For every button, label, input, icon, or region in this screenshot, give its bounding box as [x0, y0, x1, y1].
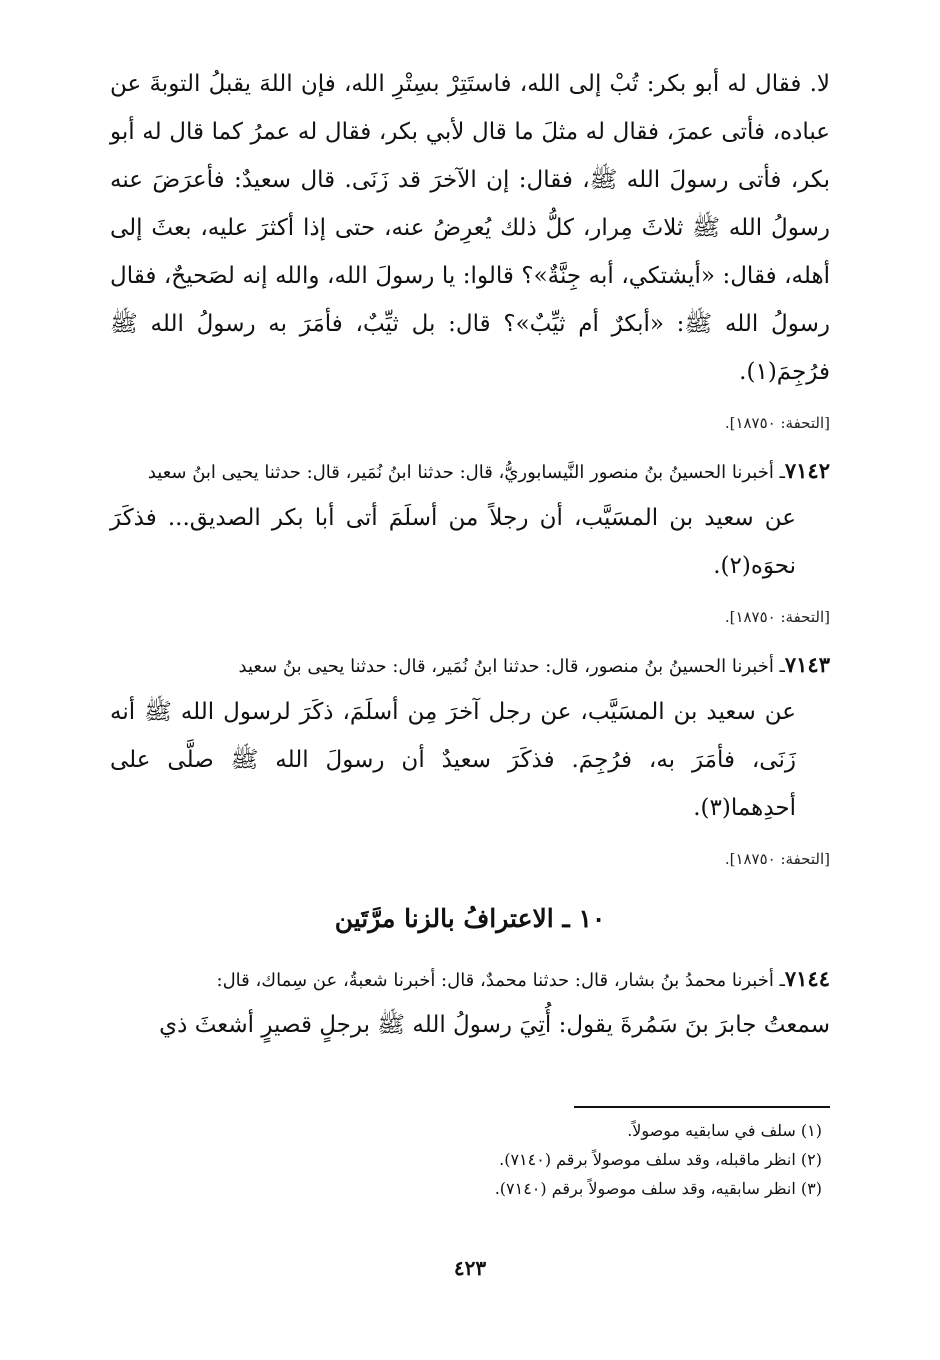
tuhfa-reference: [التحفة: ١٨٧٥٠]. [724, 850, 830, 868]
book-page [110, 60, 830, 1320]
isnad-text: ـ أخبرنا الحسينُ بنُ منصور النَّيسابوريُّ، قال: حدثنا ابنُ نُمَير، قال: حدثنا يحيى ابنُ سعيد [147, 462, 785, 483]
hadith-isnad [110, 450, 830, 494]
isnad-text: ـ أخبرنا محمدُ بنُ بشار، قال: حدثنا محمدٌ، قال: أخبرنا شعبةُ، عن سِماك، قال: [216, 970, 785, 991]
hadith-number: ٧١٤٢ [784, 458, 830, 483]
main-paragraph: لا. فقال له أبو بكر: تُبْ إلى الله، فاستَتِرْ بسِتْرِ الله، فإن اللهَ يقبلُ التوبةَ عن عباده، فأتى عمرَ، فقال له مثلَ ما قال لأبي بكر، فقال له عمرُ كما قال له أبو بكر، فأتى رسولَ الله ﷺ، فقال: إن الآخرَ قد زَنَى. قال سعيدٌ: فأعرَضَ عنه رسولُ الله ﷺ ثلاثَ مِرار، كلُّ ذلك يُعرِضُ عنه، حتى إذا أكثرَ عليه، بعثَ إلى أهله، فقال: «أيشتكي، أبه جِنَّةٌ»؟ قالوا: يا رسولَ الله، والله إنه لصَحيحٌ، فقال رسولُ الله ﷺ: «أبكرٌ أم ثيِّبٌ»؟ قال: بل ثيِّبٌ، فأمَرَ به رسولُ الله ﷺ فرُجِمَ(١). [110, 71, 830, 385]
hadith-number: ٧١٤٤ [784, 966, 830, 991]
section-title: ١٠ ـ الاعترافُ بالزنا مرَّتَين [334, 904, 606, 933]
hadith-isnad [110, 644, 830, 688]
page-number: ٤٢٣ [453, 1256, 487, 1280]
tuhfa-reference: [التحفة: ١٨٧٥٠]. [724, 608, 830, 626]
footnote: (٣) انظر سابقيه، وقد سلف موصولاً برقم (٧١٤٠). [494, 1179, 822, 1198]
footnotes [110, 1116, 830, 1203]
isnad-text: ـ أخبرنا الحسينُ بنُ منصور، قال: حدثنا ابنُ نُمَير، قال: حدثنا يحيى بنُ سعيد [238, 656, 785, 677]
hadith-isnad [110, 958, 830, 1002]
hadith-matn: سمعتُ جابرَ بنَ سَمُرةَ يقول: أُتِيَ رسولُ الله ﷺ برجلٍ قصيرٍ أشعثَ ذي [159, 1012, 830, 1038]
hadith-number: ٧١٤٣ [784, 652, 830, 677]
footnote-divider [574, 1106, 830, 1108]
footnote: (١) سلف في سابقيه موصولاً. [627, 1121, 822, 1140]
hadith-matn: عن سعيد بن المسَيَّب، أن رجلاً من أسلَمَ أتى أبا بكر الصديق... فذكَرَ نحوَه(٢). [110, 505, 796, 579]
footnote: (٢) انظر ماقبله، وقد سلف موصولاً برقم (٧١٤٠). [499, 1150, 822, 1169]
tuhfa-reference: [التحفة: ١٨٧٥٠]. [724, 414, 830, 432]
hadith-matn: عن سعيد بن المسَيَّب، عن رجل آخرَ مِن أسلَمَ، ذكَرَ لرسول الله ﷺ أنه زَنَى، فأمَرَ به، فرُجِمَ. فذكَرَ سعيدٌ أن رسولَ الله ﷺ صلَّى على أحدِهما(٣). [110, 699, 796, 821]
